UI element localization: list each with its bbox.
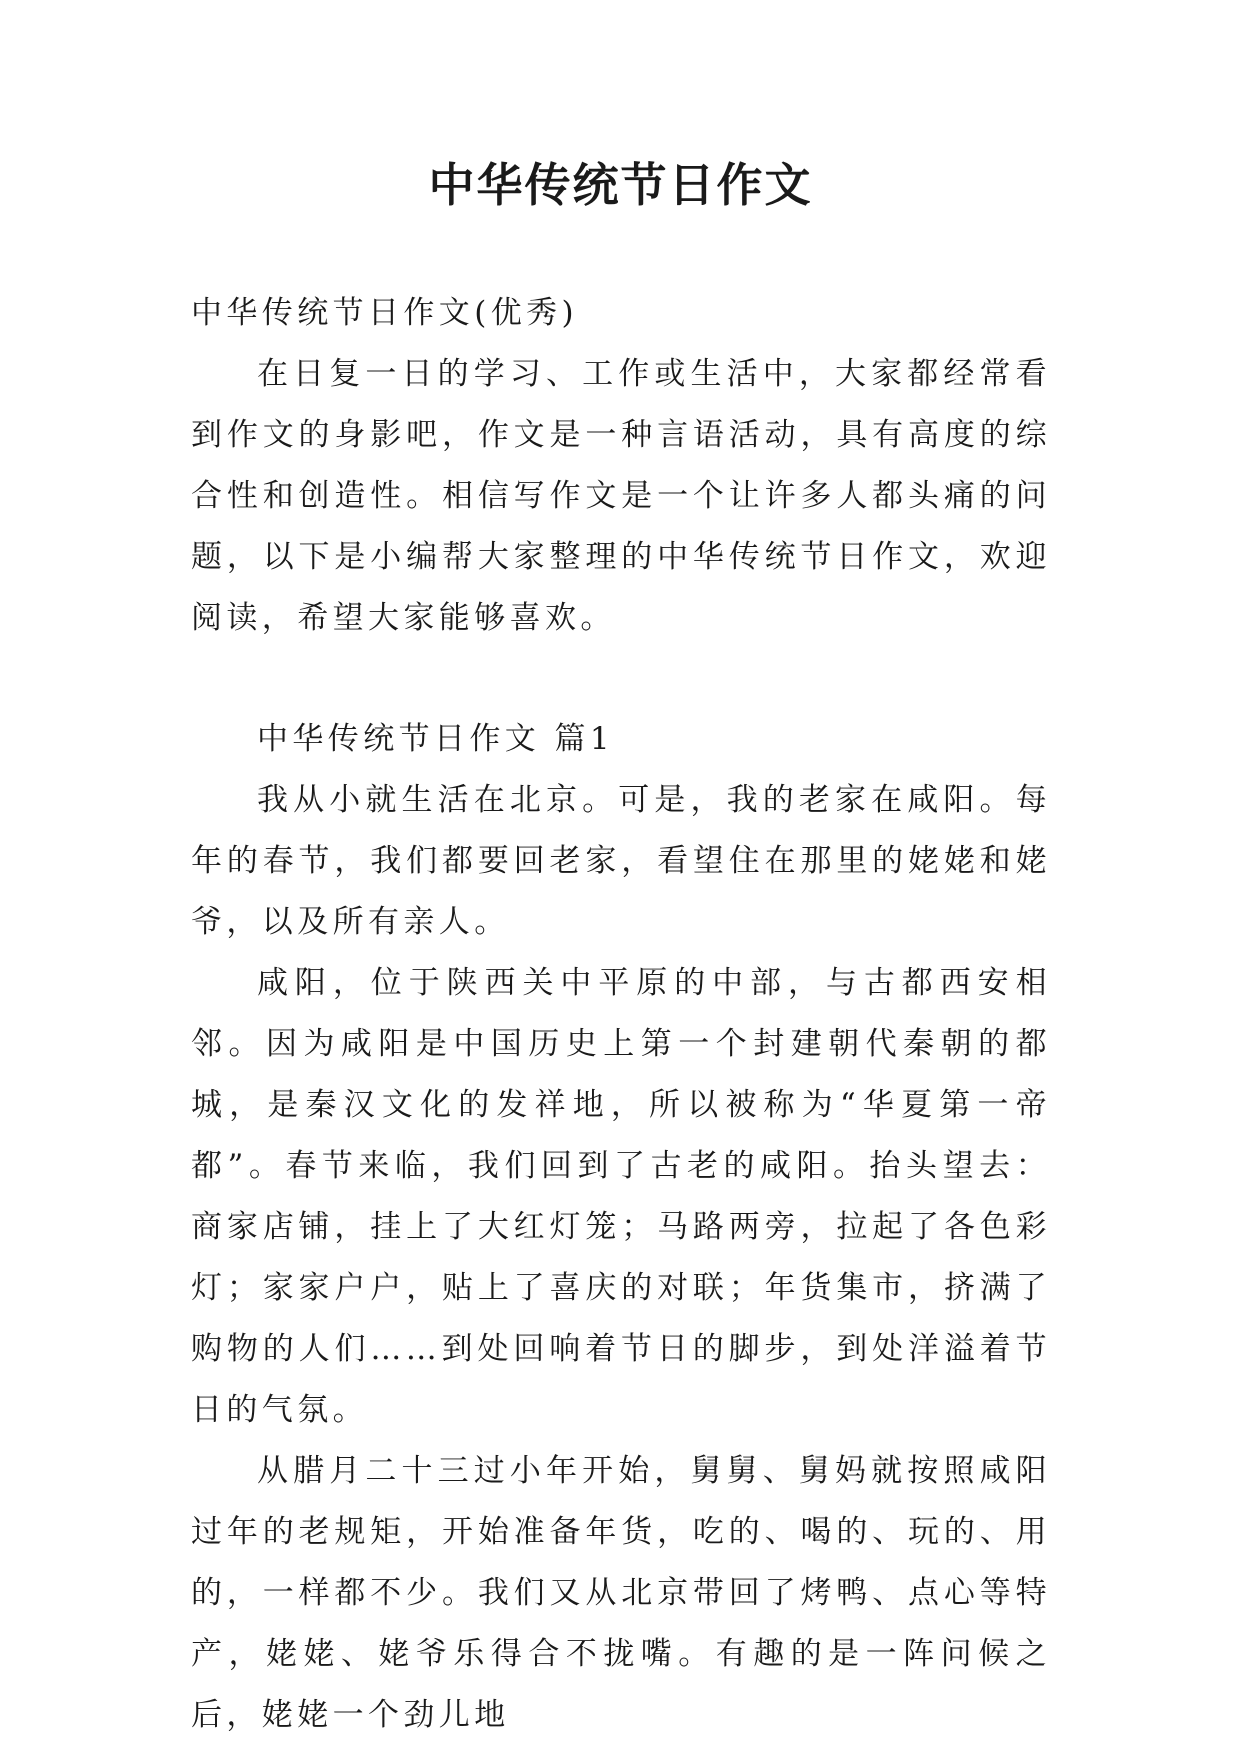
document-body [191, 283, 1051, 1746]
section-heading: 中华传统节日作文 篇1 [257, 721, 614, 757]
document-subtitle: 中华传统节日作文(优秀) [191, 295, 578, 331]
section-spacer [191, 649, 1051, 709]
document-title: 中华传统节日作文 [428, 158, 813, 212]
body-paragraph: 从腊月二十三过小年开始，舅舅、舅妈就按照咸阳过年的老规矩，开始准备年货，吃的、喝的、玩的、用的，一样都不少。我们又从北京带回了烤鸭、点心等特产，姥姥、姥爷乐得合不拢嘴。有趣的是一阵问候之后，姥姥一个劲儿地 [191, 1453, 1051, 1733]
body-paragraph: 我从小就生活在北京。可是，我的老家在咸阳。每年的春节，我们都要回老家，看望住在那里的姥姥和姥爷，以及所有亲人。 [191, 782, 1051, 940]
intro-paragraph: 在日复一日的学习、工作或生活中，大家都经常看到作文的身影吧，作文是一种言语活动，具有高度的综合性和创造性。相信写作文是一个让许多人都头痛的问题，以下是小编帮大家整理的中华传统节日作文，欢迎阅读，希望大家能够喜欢。 [191, 356, 1051, 636]
body-paragraph: 咸阳，位于陕西关中平原的中部，与古都西安相邻。因为咸阳是中国历史上第一个封建朝代秦朝的都城，是秦汉文化的发祥地，所以被称为“华夏第一帝都”。春节来临，我们回到了古老的咸阳。抬头望去：商家店铺，挂上了大红灯笼；马路两旁，拉起了各色彩灯；家家户户，贴上了喜庆的对联；年货集市，挤满了购物的人们……到处回响着节日的脚步，到处洋溢着节日的气氛。 [191, 965, 1051, 1428]
